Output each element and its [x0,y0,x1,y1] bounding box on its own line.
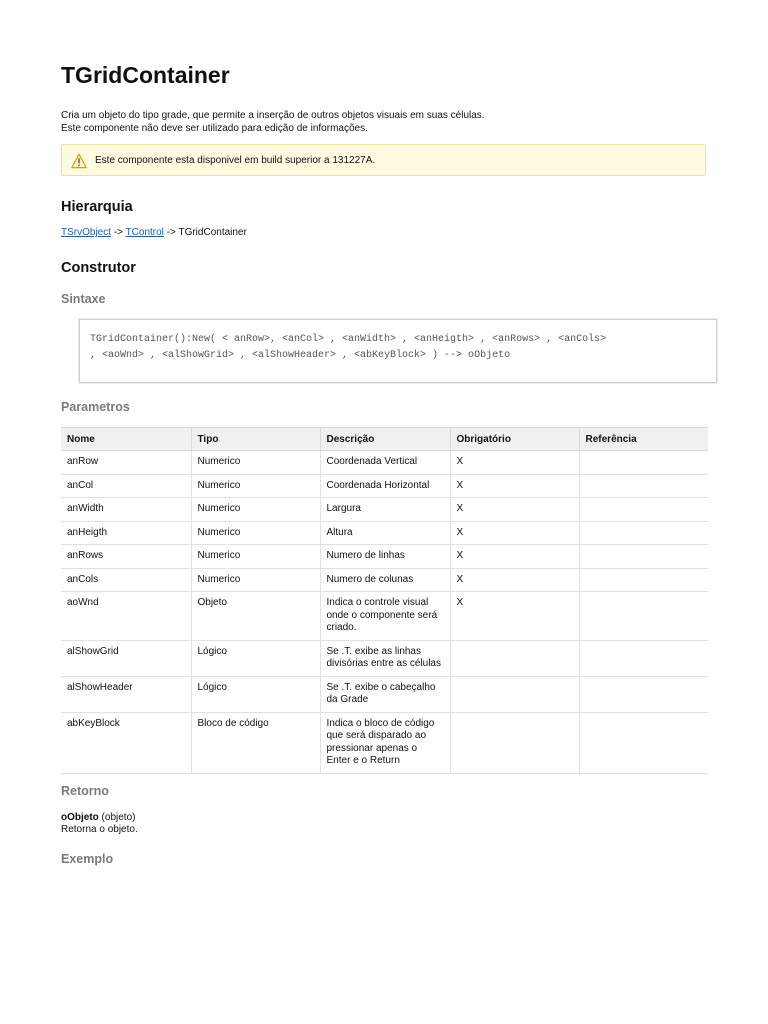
tsrvobject-link[interactable]: TSrvObject [61,227,112,238]
param-ref [579,640,708,676]
param-required: X [450,592,579,641]
param-type: Lógico [191,640,320,676]
page-title: TGridContainer [61,62,230,88]
param-ref [579,545,708,569]
returns-heading: Retorno [61,784,109,798]
breadcrumb-separator: -> [111,227,126,238]
param-ref [579,568,708,592]
param-required [450,640,579,676]
param-type: Objeto [191,592,320,641]
param-required [450,676,579,712]
param-ref [579,592,708,641]
param-desc: Numero de colunas [320,568,450,592]
params-heading: Parametros [61,400,130,414]
table-row [61,712,708,773]
description-line: Este componente não deve ser utilizado para edição de informações. [61,123,368,134]
param-type: Numerico [191,568,320,592]
table-row [61,521,708,545]
param-type: Numerico [191,498,320,522]
param-required: X [450,568,579,592]
syntax-line: , <aoWnd> , <alShowGrid> , <alShowHeader> , <abKeyBlock> ) --> oObjeto [90,350,511,361]
tcontrol-link[interactable]: TControl [125,227,164,238]
param-desc: Se .T. exibe o cabeçalho da Grade [320,676,450,712]
table-row [61,498,708,522]
param-required: X [450,521,579,545]
description-line: Cria um objeto do tipo grade, que permite a inserção de outros objetos visuais em suas células. [61,110,485,121]
table-row [61,451,708,475]
param-desc: Numero de linhas [320,545,450,569]
param-desc: Coordenada Vertical [320,451,450,475]
param-required: X [450,545,579,569]
table-row [61,568,708,592]
param-desc: Indica o controle visual onde o componente será criado. [320,592,450,641]
param-ref [579,451,708,475]
param-type: Bloco de código [191,712,320,773]
param-desc: Se .T. exibe as linhas divisórias entre as células [320,640,450,676]
param-required: X [450,474,579,498]
param-type: Numerico [191,451,320,475]
table-row [61,640,708,676]
column-header: Tipo [191,428,320,451]
returns-block [61,812,138,836]
breadcrumb-separator: -> [163,227,179,238]
column-header: Referência [579,428,708,451]
return-description: Retorna o objeto. [61,824,138,835]
syntax-heading: Sintaxe [61,292,106,306]
param-required: X [450,498,579,522]
table-row [61,592,708,641]
breadcrumb-current: TGridContainer [178,227,247,238]
return-type: (objeto) [98,812,136,823]
table-row [61,545,708,569]
syntax-line: TGridContainer():New( < anRow>, <anCol> , <anWidth> , <anHeigth> , <anRows> , <anCols> [90,334,607,345]
param-required: X [450,451,579,475]
example-heading: Exemplo [61,852,114,866]
param-desc: Largura [320,498,450,522]
param-ref [579,676,708,712]
column-header: Obrigatório [450,428,579,451]
params-table [61,427,708,774]
column-header: Descrição [320,428,450,451]
table-header-row [61,428,708,451]
hierarchy-breadcrumb [61,227,247,238]
param-type: Numerico [191,474,320,498]
param-type: Lógico [191,676,320,712]
param-name: alShowGrid [61,640,191,676]
param-required [450,712,579,773]
param-name: anHeigth [61,521,191,545]
syntax-code-block [79,319,717,383]
param-name: anRows [61,545,191,569]
param-desc: Coordenada Horizontal [320,474,450,498]
param-name: anWidth [61,498,191,522]
warning-icon [71,153,87,169]
warning-text: Este componente esta disponivel em build superior a 131227A. [95,155,376,166]
param-name: anCols [61,568,191,592]
column-header: Nome [61,428,191,451]
param-type: Numerico [191,521,320,545]
table-row [61,676,708,712]
param-desc: Altura [320,521,450,545]
param-name: aoWnd [61,592,191,641]
param-name: alShowHeader [61,676,191,712]
param-ref [579,474,708,498]
param-ref [579,712,708,773]
hierarchy-heading: Hierarquia [61,199,133,215]
param-ref [579,498,708,522]
warning-box [61,144,706,176]
param-type: Numerico [191,545,320,569]
param-name: anCol [61,474,191,498]
constructor-heading: Construtor [61,260,136,276]
param-ref [579,521,708,545]
param-name: anRow [61,451,191,475]
return-name: oObjeto [61,812,99,823]
param-desc: Indica o bloco de código que será disparado ao pressionar apenas o Enter e o Return [320,712,450,773]
param-name: abKeyBlock [61,712,191,773]
table-row [61,474,708,498]
page-description [61,109,485,135]
